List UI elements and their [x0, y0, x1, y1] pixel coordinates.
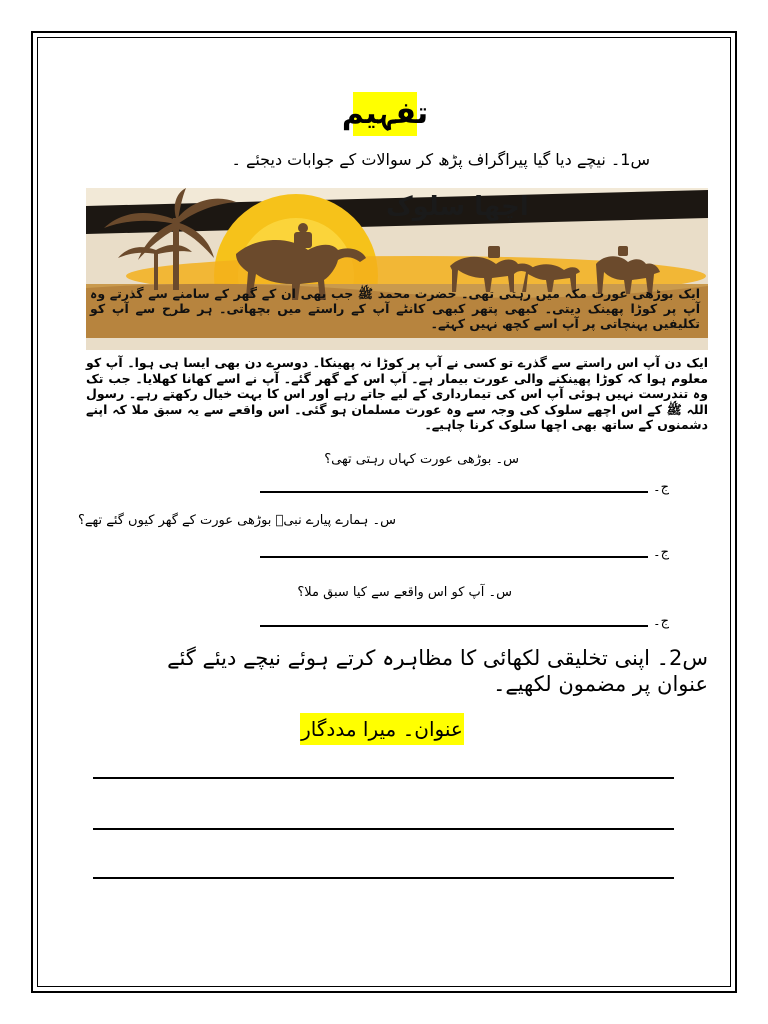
answer-line[interactable] [260, 491, 648, 493]
answer-1a[interactable] [260, 480, 669, 496]
essay-topic: عنوان۔ میرا مددگار [300, 713, 464, 745]
story-paragraph-1: ایک بوڑھی عورت مکہ میں رہتی تھی۔ حضرت محمد ﷺ جب بھی ان کے گھر کے سامنے سے گذرتے وہ آپ پر کوڑا پھینک دیتی۔ کبھی پتھر کبھی کانٹے آپ کے راستے میں بچھاتی۔ ہر طرح سے آپ کو تکلیفیں پہنچاتی پر آپ اسے کچھ نہیں کہتے۔ [90, 286, 700, 331]
answer-label: ج۔ [652, 614, 669, 629]
answer-line[interactable] [260, 556, 648, 558]
writing-line[interactable] [93, 877, 674, 879]
answer-1b[interactable] [260, 545, 669, 561]
question-1a: س۔ بوڑھی عورت کہاں رہتی تھی؟ [324, 452, 519, 467]
question-2-instruction: س2۔ اپنی تخلیقی لکھائی کا مظاہرہ کرتے ہوئے نیچے دیئے گئے عنوان پر مضمون لکھیے۔ [167, 646, 708, 696]
answer-1c[interactable] [260, 614, 669, 630]
page-title: تفہیم [353, 92, 417, 136]
story-banner [86, 188, 708, 350]
writing-line[interactable] [93, 777, 674, 779]
page-border-inner [37, 37, 731, 987]
answer-label: ج۔ [652, 545, 669, 560]
question-1-instruction: س1۔ نیچے دیا گیا پیراگراف پڑھ کر سوالات کے جوابات دیجئے ۔ [231, 150, 650, 169]
story-paragraph-2: ایک دن آپ اس راستے سے گذرے تو کسی نے آپ پر کوڑا نہ پھینکا۔ دوسرے دن بھی ایسا ہی ہوا۔ آپ کو معلوم ہوا کہ کوڑا پھینکنے والی عورت بیمار ہے۔ آپ اس کے گھر گئے۔ آپ نے اسے کھانا کھلایا۔ جب تک وہ تندرست نہیں ہوئی آپ اس کی تیمارداری کے لیے جاتے رہے اور اس کا بہت خیال رکھتے رہے۔ رسول اللہ ﷺ کے اس اچھے سلوک کی وجہ سے وہ عورت مسلمان ہو گئی۔ اس واقعے سے یہ سبق ملا کہ اپنے دشمنوں کے ساتھ بھی اچھا سلوک کرنا چاہیے۔ [86, 355, 708, 432]
question-1b: س۔ ہمارے پیارے نبیؐ بوڑھی عورت کے گھر کیوں گئے تھے؟ [77, 513, 396, 528]
writing-line[interactable] [93, 828, 674, 830]
answer-label: ج۔ [652, 480, 669, 495]
answer-line[interactable] [260, 625, 648, 627]
question-1c: س۔ آپ کو اس واقعے سے کیا سبق ملا؟ [297, 585, 512, 600]
story-title: اچھا سلوک [386, 192, 529, 222]
